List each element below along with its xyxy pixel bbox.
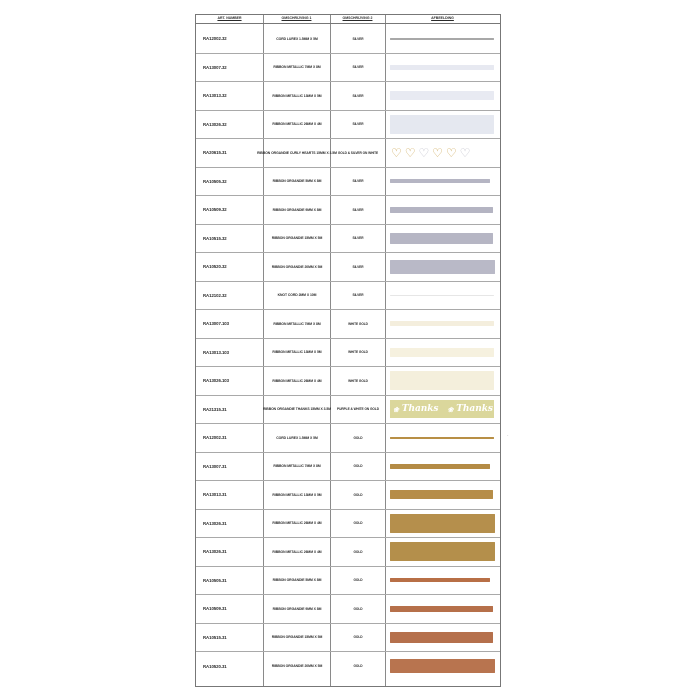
swatch-cell [387,367,500,395]
swatch-cell [387,424,500,452]
description-cell: RIBBON ORGANDIE 5MM X 8M [272,179,322,184]
swatch-cell [387,253,500,281]
swatch-cell [387,510,500,538]
thanks-text: Thanks [456,404,493,415]
ribbon-swatch [390,115,494,134]
swatch-cell [387,225,500,253]
colour-cell: SILVER [352,293,364,298]
thanks-ribbon-swatch [390,400,494,418]
ribbon-swatch [390,437,494,439]
colour-cell: PURPLE & WHITE ON GOLD [337,407,379,412]
ribbon-swatch [390,578,490,582]
colour-cell: SILVER [352,36,364,41]
ribbon-swatch [390,233,493,244]
colour-cell: GOLD [353,492,363,497]
description-cell: RIBBON METALLIC 13MM X 5M [272,350,322,355]
table-row [196,396,500,425]
heart-icon: ♡ [391,145,402,160]
flower-icon: ❀ [393,404,399,414]
heart-icon: ♡ [404,145,416,160]
ribbon-swatch [390,321,494,326]
art-number-cell: RA13007.32 [203,64,227,70]
art-number-cell: RA10509.31 [203,606,227,612]
ribbon-swatch [390,65,494,70]
table-row [196,453,500,482]
heart-icon: ♡ [432,145,443,160]
table-row [196,111,500,140]
colour-cell: GOLD [353,549,363,554]
table-row [196,310,500,339]
hearts-ribbon-swatch [391,147,470,159]
description-cell: KNOT CORD 2MM X 10M [277,293,317,298]
swatch-cell [387,25,500,53]
colour-cell: GOLD [353,435,363,440]
ribbon-swatch [390,295,494,297]
description-cell: RIBBON ORGANDIE 15MM X 5M [271,236,323,241]
art-number-cell: RA21315.31 [203,406,227,412]
art-number-cell: RA13013.32 [203,93,227,99]
swatch-cell [387,196,500,224]
art-number-cell: RA12002.31 [203,435,227,441]
art-number-cell: RA10505.32 [203,178,227,184]
swatch-cell [387,310,500,338]
art-number-cell: RA13007.103 [203,321,229,327]
ribbon-swatch [390,260,495,274]
swatch-cell [387,82,500,110]
table-row [196,225,500,254]
ribbon-swatch [390,38,494,40]
description-cell: RIBBON ORGANDIE 20MM X 5M [271,264,323,269]
table-row [196,424,500,453]
swatch-cell [387,595,500,623]
table-row [196,538,500,567]
table-row [196,652,500,681]
description-cell: CORD LUREX 1.5MM X 5M [276,36,318,41]
table-row [196,481,500,510]
colour-cell: SILVER [352,207,364,212]
table-row [196,196,500,225]
description-cell: RIBBON METALLIC 7MM X 8M [273,321,321,326]
ribbon-swatch [390,207,493,213]
swatch-cell [387,168,500,196]
colour-cell: WHITE GOLD [348,378,368,383]
table-row [196,139,500,168]
header-image: AFBEELDING [431,16,454,20]
art-number-cell: RA13026.31 [203,520,227,526]
ribbon-swatch [390,606,493,612]
table-row [196,54,500,83]
description-cell: RIBBON ORGANDIE 15MM X 5M [271,635,323,640]
header-colour: OMSCHRIJVING 2 [342,16,373,20]
product-table [195,14,501,687]
ribbon-swatch [390,464,490,469]
table-row [196,282,500,311]
swatch-cell [387,652,500,681]
table-row [196,624,500,653]
description-cell: RIBBON METALLIC 26MM X 4M [272,549,322,554]
colour-cell: GOLD [353,606,363,611]
description-cell: RIBBON ORGANDIE CURLY HEARTS 15MM X 3.5M [257,150,337,155]
table-row [196,367,500,396]
swatch-cell [387,481,500,509]
art-number-cell: RA10520.31 [203,663,227,669]
heart-icon: ♡ [459,145,471,160]
swatch-cell [387,339,500,367]
swatch-cell [387,567,500,595]
thanks-text: Thanks [401,404,439,415]
description-cell: RIBBON METALLIC 26MM X 4M [272,122,322,127]
description-cell: RIBBON METALLIC 7MM X 8M [273,65,321,70]
colour-cell: GOLD [353,635,363,640]
description-cell: RIBBON METALLIC 26MM X 4M [272,378,322,383]
header-art-number: ART. NUMBER [217,16,242,20]
art-number-cell: RA13026.32 [203,121,227,127]
ribbon-swatch [390,542,495,561]
art-number-cell: RA13026.31 [203,549,227,555]
ribbon-swatch [390,371,494,390]
art-number-cell: RA13013.103 [203,349,229,355]
ribbon-swatch [390,179,490,183]
description-cell: CORD LUREX 1.5MM X 5M [276,435,318,440]
thanks-motif [390,404,438,414]
swatch-cell [387,111,500,139]
description-cell: RIBBON ORGANDIE 20MM X 5M [271,664,323,669]
art-number-cell: RA12002.32 [203,36,227,42]
ribbon-swatch [390,659,495,673]
table-row [196,567,500,596]
flower-icon: ❀ [447,404,454,414]
swatch-cell [387,624,500,652]
colour-cell: SILVER [352,65,364,70]
colour-cell: SILVER [352,264,364,269]
ribbon-swatch [390,514,495,533]
margin-mark: - [507,432,509,437]
table-row [196,510,500,539]
table-row [196,25,500,54]
art-number-cell: RA13026.103 [203,378,229,384]
table-header [196,15,500,24]
art-number-cell: RA13013.31 [203,492,227,498]
swatch-cell [387,282,500,310]
table-row [196,339,500,368]
description-cell: RIBBON METALLIC 13MM X 5M [272,492,322,497]
art-number-cell: RA10515.31 [203,634,227,640]
ribbon-swatch [390,632,493,643]
art-number-cell: RA20615.31 [203,150,227,156]
table-row [196,168,500,197]
ribbon-swatch [390,348,494,357]
description-cell: RIBBON ORGANDIE 9MM X 8M [272,207,322,212]
description-cell: RIBBON ORGANDIE 5MM X 8M [272,578,322,583]
colour-cell: GOLD [353,578,363,583]
art-number-cell: RA10505.31 [203,577,227,583]
art-number-cell: RA10509.32 [203,207,227,213]
description-cell: RIBBON ORGANDIE 9MM X 8M [272,606,322,611]
colour-cell: WHITE GOLD [348,350,368,355]
swatch-cell [387,396,500,424]
colour-cell: GOLD [353,521,363,526]
swatch-cell [387,54,500,82]
table-row [196,82,500,111]
colour-cell: GOLD & SILVER ON WHITE [337,150,379,155]
art-number-cell: RA13007.31 [203,463,227,469]
colour-cell: WHITE GOLD [348,321,368,326]
colour-cell: GOLD [353,664,363,669]
ribbon-swatch [390,490,493,499]
heart-icon: ♡ [445,145,457,160]
table-row [196,253,500,282]
colour-cell: GOLD [353,464,363,469]
swatch-cell [387,538,500,566]
art-number-cell: RA10515.32 [203,235,227,241]
description-cell: RIBBON ORGANDIE THANKS 15MM X 3.5M [263,407,332,412]
description-cell: RIBBON METALLIC 26MM X 4M [272,521,322,526]
colour-cell: SILVER [352,122,364,127]
colour-cell: SILVER [352,93,364,98]
art-number-cell: RA12102.32 [203,292,227,298]
swatch-cell [387,453,500,481]
colour-cell: SILVER [352,236,364,241]
heart-icon: ♡ [418,145,430,160]
description-cell: RIBBON METALLIC 13MM X 5M [272,93,322,98]
description-cell: RIBBON METALLIC 7MM X 8M [273,464,321,469]
art-number-cell: RA10520.32 [203,264,227,270]
swatch-cell [387,139,500,167]
ribbon-swatch [390,91,494,100]
colour-cell: SILVER [352,179,364,184]
table-row [196,595,500,624]
thanks-motif [444,404,492,414]
header-description: OMSCHRIJVING 1 [281,16,312,20]
